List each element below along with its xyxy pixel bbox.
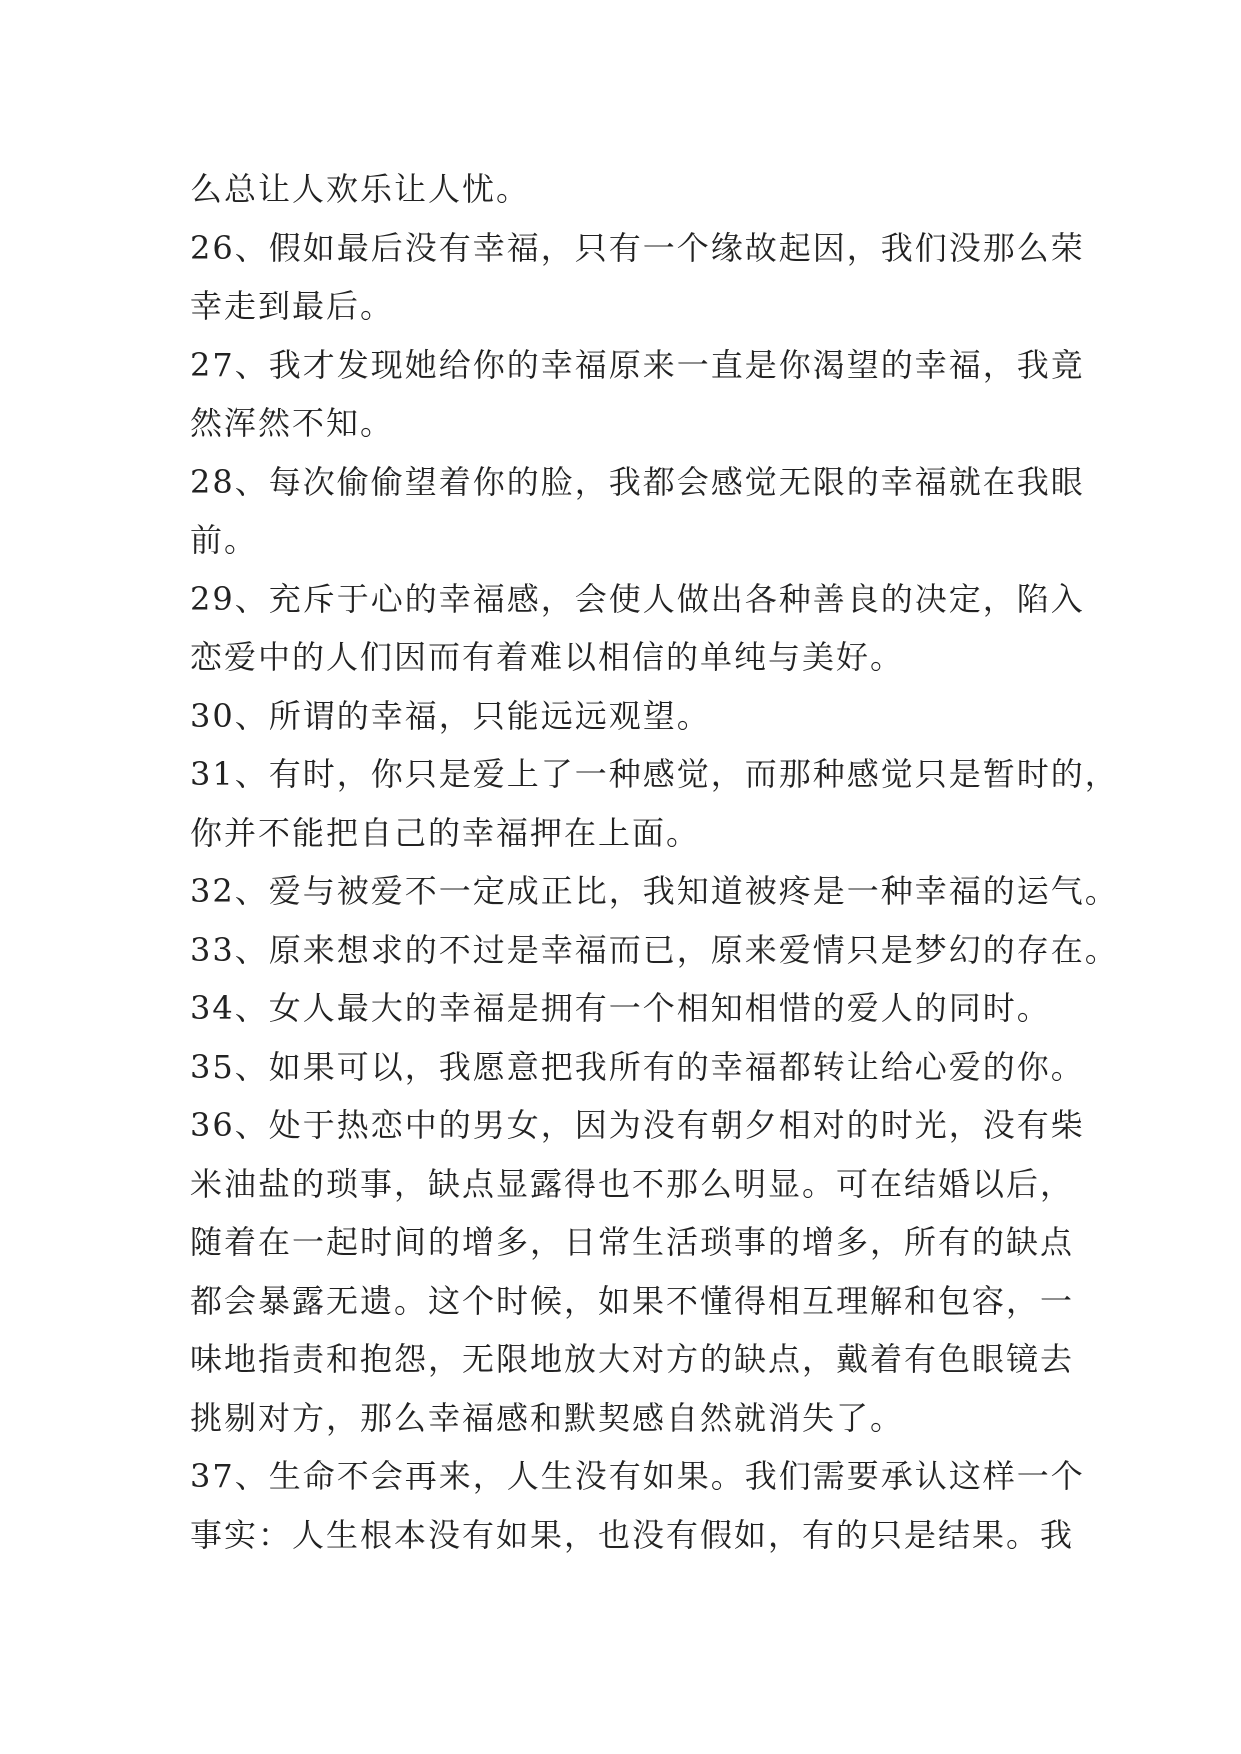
text-line: 31、有时，你只是爱上了一种感觉，而那种感觉只是暂时的， bbox=[190, 755, 1119, 793]
text-line: 前。 bbox=[190, 521, 259, 559]
text-line: 27、我才发现她给你的幸福原来一直是你渴望的幸福，我竟 bbox=[190, 345, 1085, 384]
text-line: 37、生命不会再来，人生没有如果。我们需要承认这样一个 bbox=[190, 1457, 1085, 1495]
text-line: 挑剔对方，那么幸福感和默契感自然就消失了。 bbox=[190, 1398, 905, 1437]
text-line: 36、处于热恋中的男女，因为没有朝夕相对的时光，没有柴 bbox=[190, 1106, 1085, 1144]
document-body bbox=[190, 160, 1119, 1564]
text-line: 随着在一起时间的增多，日常生活琐事的增多，所有的缺点 bbox=[190, 1223, 1075, 1261]
text-line: 米油盐的琐事，缺点显露得也不那么明显。可在结婚以后， bbox=[190, 1164, 1075, 1203]
text-line: 然浑然不知。 bbox=[190, 404, 395, 442]
text-line: 30、所谓的幸福，只能远远观望。 bbox=[190, 696, 711, 735]
text-line: 事实：人生根本没有如果，也没有假如，有的只是结果。我 bbox=[190, 1515, 1075, 1554]
text-line: 32、爱与被爱不一定成正比，我知道被疼是一种幸福的运气。 bbox=[190, 872, 1119, 910]
text-line: 你并不能把自己的幸福押在上面。 bbox=[190, 813, 701, 852]
text-line: 味地指责和抱怨，无限地放大对方的缺点，戴着有色眼镜去 bbox=[190, 1340, 1075, 1378]
text-line: 恋爱中的人们因而有着难以相信的单纯与美好。 bbox=[190, 638, 905, 676]
text-line: 都会暴露无遗。这个时候，如果不懂得相互理解和包容，一 bbox=[190, 1281, 1075, 1320]
text-line: 29、充斥于心的幸福感，会使人做出各种善良的决定，陷入 bbox=[190, 579, 1085, 618]
text-line: 33、原来想求的不过是幸福而已，原来爱情只是梦幻的存在。 bbox=[190, 930, 1119, 969]
text-line: 34、女人最大的幸福是拥有一个相知相惜的爱人的同时。 bbox=[190, 989, 1051, 1027]
text-line: 幸走到最后。 bbox=[190, 287, 395, 325]
text-line: 35、如果可以，我愿意把我所有的幸福都转让给心爱的你。 bbox=[190, 1047, 1085, 1086]
text-line: 么总让人欢乐让人忧。 bbox=[190, 170, 531, 208]
text-line: 26、假如最后没有幸福，只有一个缘故起因，我们没那么荣 bbox=[190, 228, 1085, 267]
text-line: 28、每次偷偷望着你的脸，我都会感觉无限的幸福就在我眼 bbox=[190, 462, 1085, 501]
